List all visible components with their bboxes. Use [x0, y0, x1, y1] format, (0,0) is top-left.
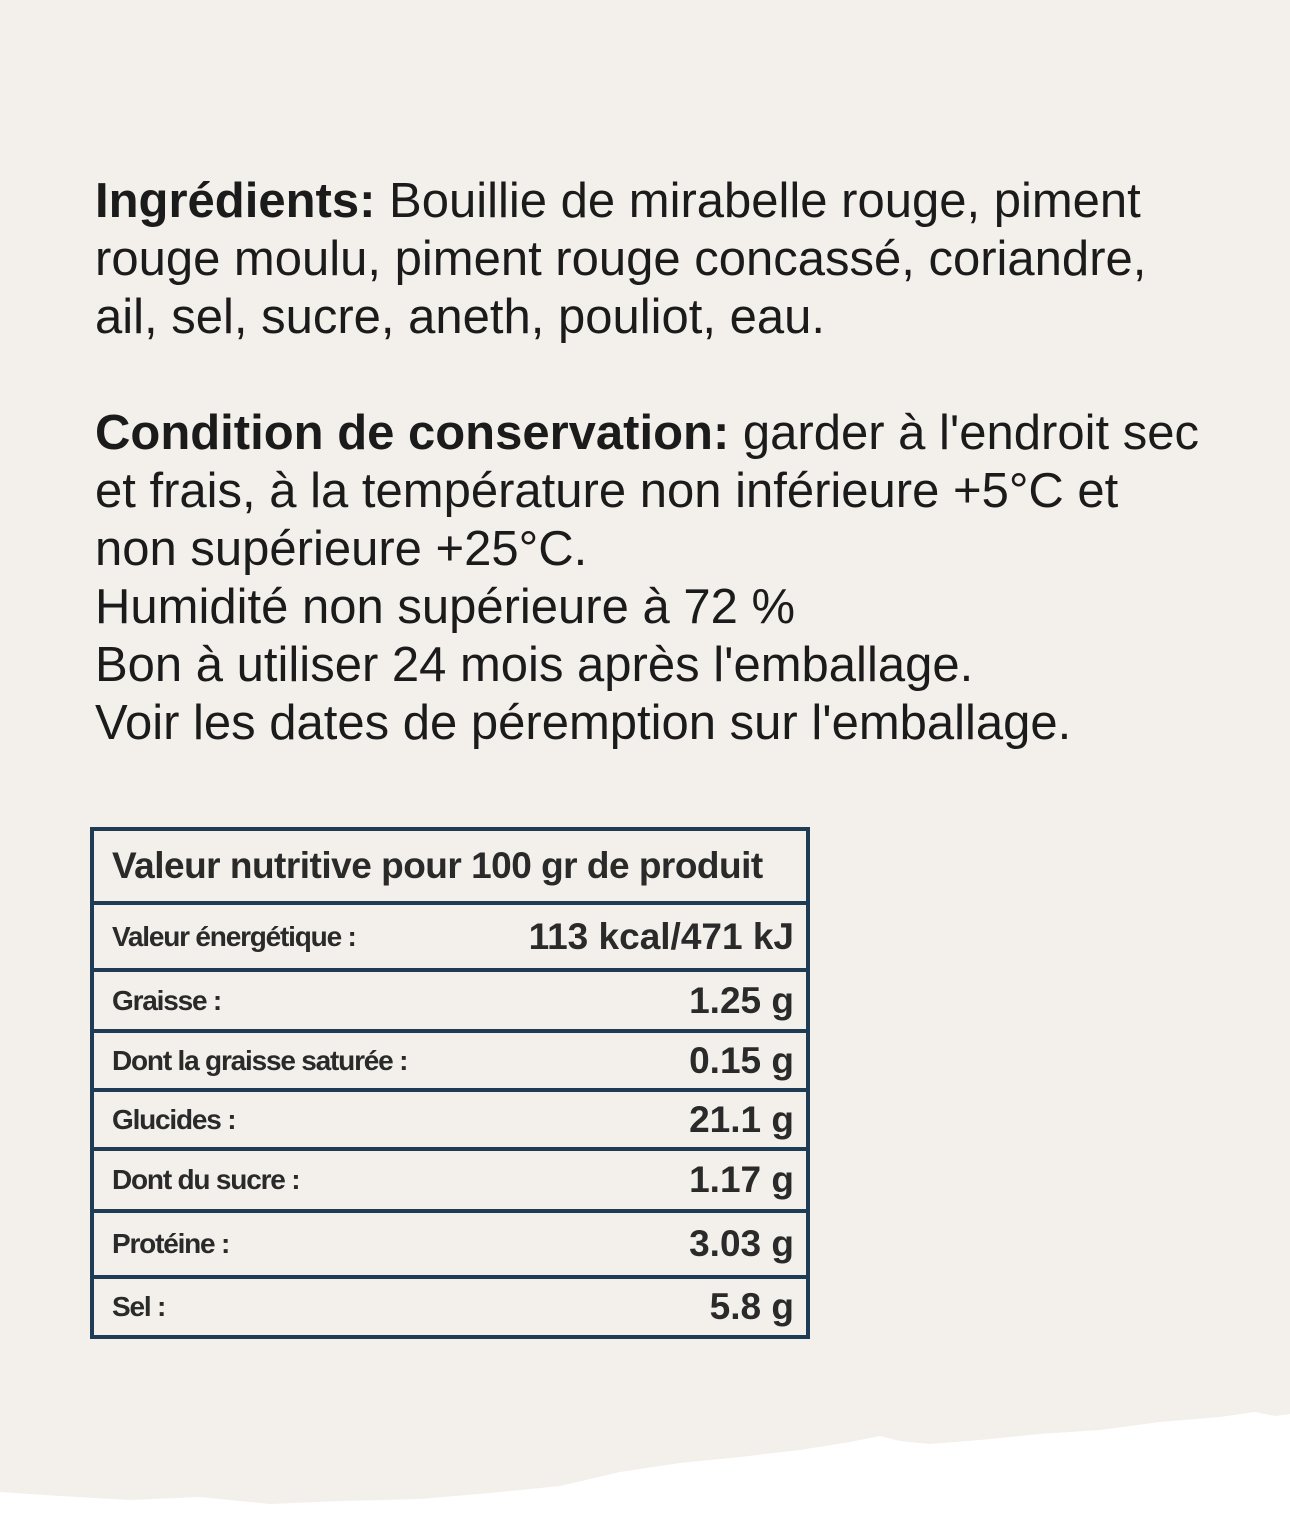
nutrition-row-protein [94, 1213, 806, 1279]
conservation-text-1: garder à l'endroit sec [729, 406, 1199, 460]
ingredients-text-3: ail, sel, sucre, aneth, pouliot, eau. [95, 290, 825, 344]
torn-paper-edge [0, 1400, 1290, 1530]
nutrition-value-carbs: 21.1 g [689, 1098, 794, 1140]
expiry-text: Voir les dates de péremption sur l'emballage. [95, 696, 1072, 750]
conservation-text-2: et frais, à la température non inférieure +5°C et [95, 464, 1119, 518]
nutrition-value-energy: 113 kcal/471 kJ [528, 915, 794, 957]
nutrition-row-fat [94, 972, 806, 1033]
ingredients-section [95, 172, 1275, 346]
nutrition-name-saturated-fat: Dont la graisse saturée : [112, 1044, 408, 1076]
shelf-life-text: Bon à utiliser 24 mois après l'emballage. [95, 638, 974, 692]
conservation-line-1 [95, 404, 1275, 462]
nutrition-name-carbs: Glucides : [112, 1103, 236, 1135]
ingredients-line-1 [95, 172, 1275, 230]
nutrition-name-energy: Valeur énergétique : [112, 920, 356, 952]
conservation-text-3: non supérieure +25°C. [95, 522, 588, 576]
ingredients-text-2: rouge moulu, piment rouge concassé, coriandre, [95, 232, 1147, 286]
nutrition-value-protein: 3.03 g [689, 1223, 794, 1264]
nutrition-name-protein: Protéine : [112, 1228, 230, 1259]
nutrition-row-carbs [94, 1092, 806, 1151]
conservation-label: Condition de conservation: [95, 406, 730, 460]
nutrition-value-saturated-fat: 0.15 g [689, 1039, 794, 1081]
nutrition-row-energy [94, 905, 806, 972]
humidity-text: Humidité non supérieure à 72 % [95, 580, 796, 634]
nutrition-title: Valeur nutritive pour 100 gr de produit [94, 831, 806, 905]
ingredients-label: Ingrédients: [95, 174, 376, 228]
nutrition-value-salt: 5.8 g [709, 1286, 794, 1327]
nutrition-name-fat: Graisse : [112, 984, 222, 1016]
nutrition-row-saturated-fat [94, 1033, 806, 1092]
nutrition-value-fat: 1.25 g [689, 979, 794, 1021]
nutrition-row-salt [94, 1279, 806, 1335]
nutrition-value-sugar: 1.17 g [689, 1159, 794, 1200]
nutrition-row-sugar [94, 1151, 806, 1213]
nutrition-table [90, 827, 810, 1339]
conservation-section [95, 404, 1275, 752]
nutrition-name-sugar: Dont du sucre : [112, 1164, 300, 1195]
nutrition-name-salt: Sel : [112, 1291, 166, 1322]
ingredients-text-1: Bouillie de mirabelle rouge, piment [375, 174, 1141, 228]
